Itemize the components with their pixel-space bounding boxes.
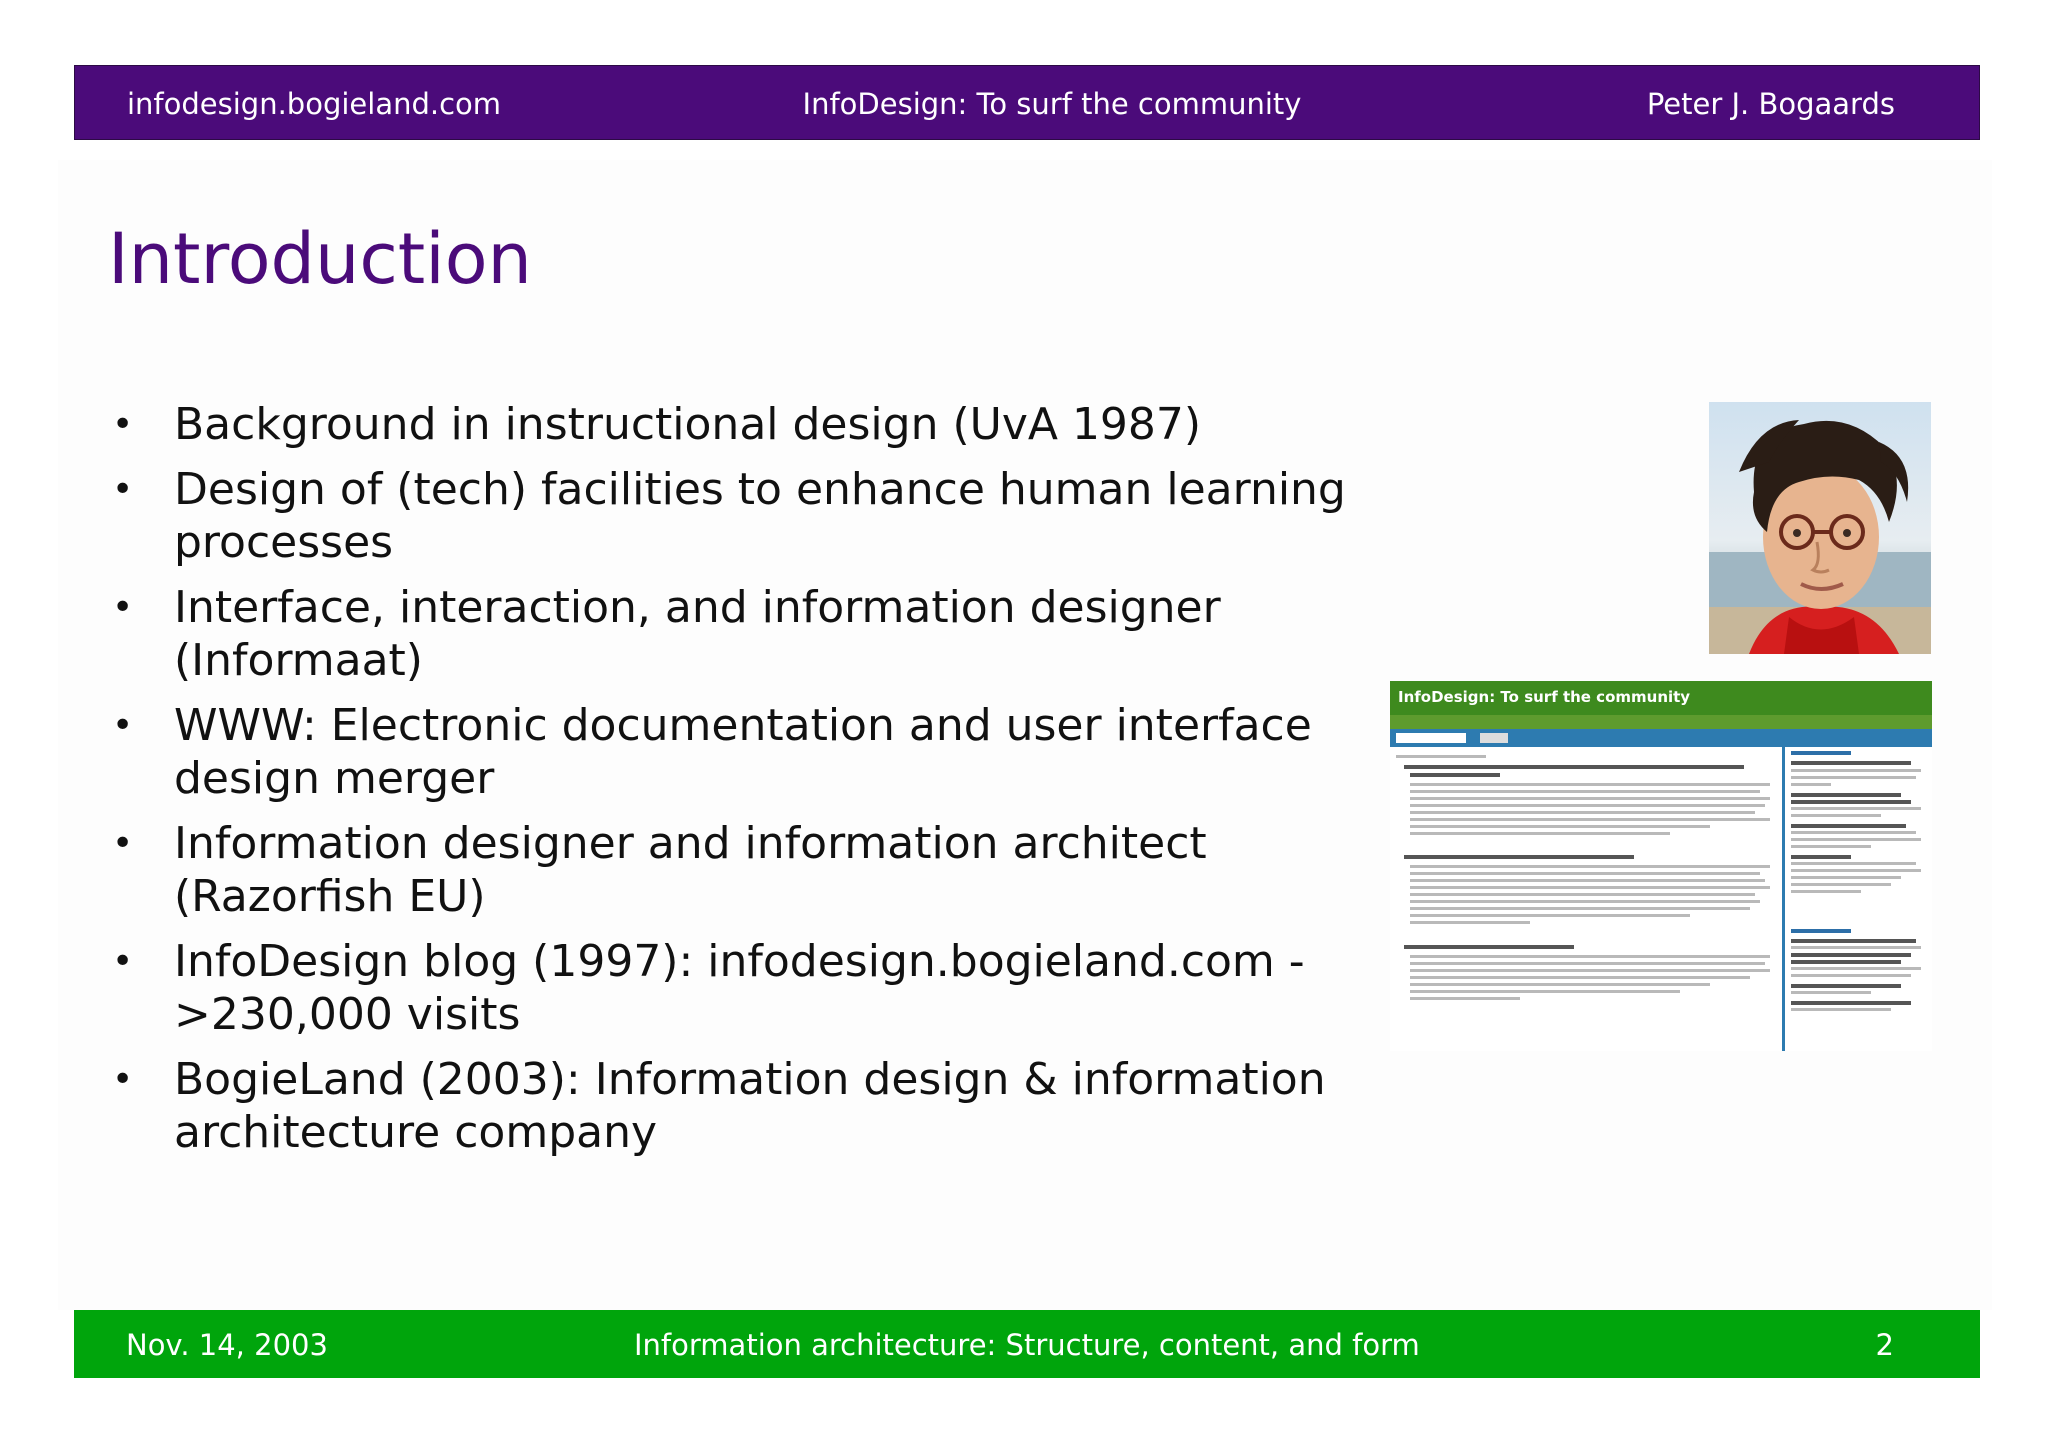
bullet-text: Background in instructional design (UvA 1987): [174, 399, 1202, 450]
bullet-item: [108, 463, 1348, 569]
blog-screenshot-search-box: [1396, 733, 1466, 743]
bullet-text: Interface, interaction, and information designer (Informaat): [174, 582, 1221, 686]
bullet-text: WWW: Electronic documentation and user interface design merger: [174, 700, 1312, 804]
blog-screenshot-search-button: [1480, 733, 1508, 743]
header-bar: [74, 65, 1980, 140]
blog-screenshot: [1390, 681, 1932, 1051]
blog-screenshot-search-bar: [1390, 729, 1932, 747]
bullet-text: BogieLand (2003): Information design & information architecture company: [174, 1054, 1326, 1158]
bullet-dot-icon: •: [112, 941, 134, 982]
header-site-url: infodesign.bogieland.com: [127, 87, 502, 121]
bullet-list: [108, 398, 1348, 1171]
bullet-dot-icon: •: [112, 705, 134, 746]
header-author: Peter J. Bogaards: [1646, 87, 1895, 121]
bullet-dot-icon: •: [112, 469, 134, 510]
bullet-text: InfoDesign blog (1997): infodesign.bogieland.com - >230,000 visits: [174, 936, 1305, 1040]
bullet-item: [108, 935, 1348, 1041]
bullet-item: [108, 817, 1348, 923]
blog-screenshot-header: InfoDesign: To surf the community: [1390, 681, 1932, 715]
blog-screenshot-sidebar: [1782, 747, 1932, 1051]
bullet-dot-icon: •: [112, 1059, 134, 1100]
footer-bar: [74, 1310, 1980, 1378]
portrait-image: [1709, 402, 1931, 654]
bullet-text: Design of (tech) facilities to enhance human learning processes: [174, 464, 1346, 568]
bullet-item: [108, 581, 1348, 687]
bullet-item: [108, 699, 1348, 805]
blog-screenshot-posts: [1396, 751, 1776, 1051]
slide-title: Introduction: [108, 218, 532, 300]
bullet-text: Information designer and information architect (Razorfish EU): [174, 818, 1207, 922]
footer-talk-title: Information architecture: Structure, content, and form: [634, 1328, 1420, 1362]
bullet-item: [108, 398, 1348, 451]
bullet-dot-icon: •: [112, 823, 134, 864]
bullet-dot-icon: •: [112, 587, 134, 628]
bullet-dot-icon: •: [112, 404, 134, 445]
author-photo: [1709, 402, 1931, 654]
footer-date: Nov. 14, 2003: [126, 1328, 328, 1362]
header-presentation-title: InfoDesign: To surf the community: [802, 87, 1302, 121]
bullet-item: [108, 1053, 1348, 1159]
blog-screenshot-nav: [1390, 715, 1932, 729]
footer-page-number: 2: [1875, 1328, 1894, 1362]
